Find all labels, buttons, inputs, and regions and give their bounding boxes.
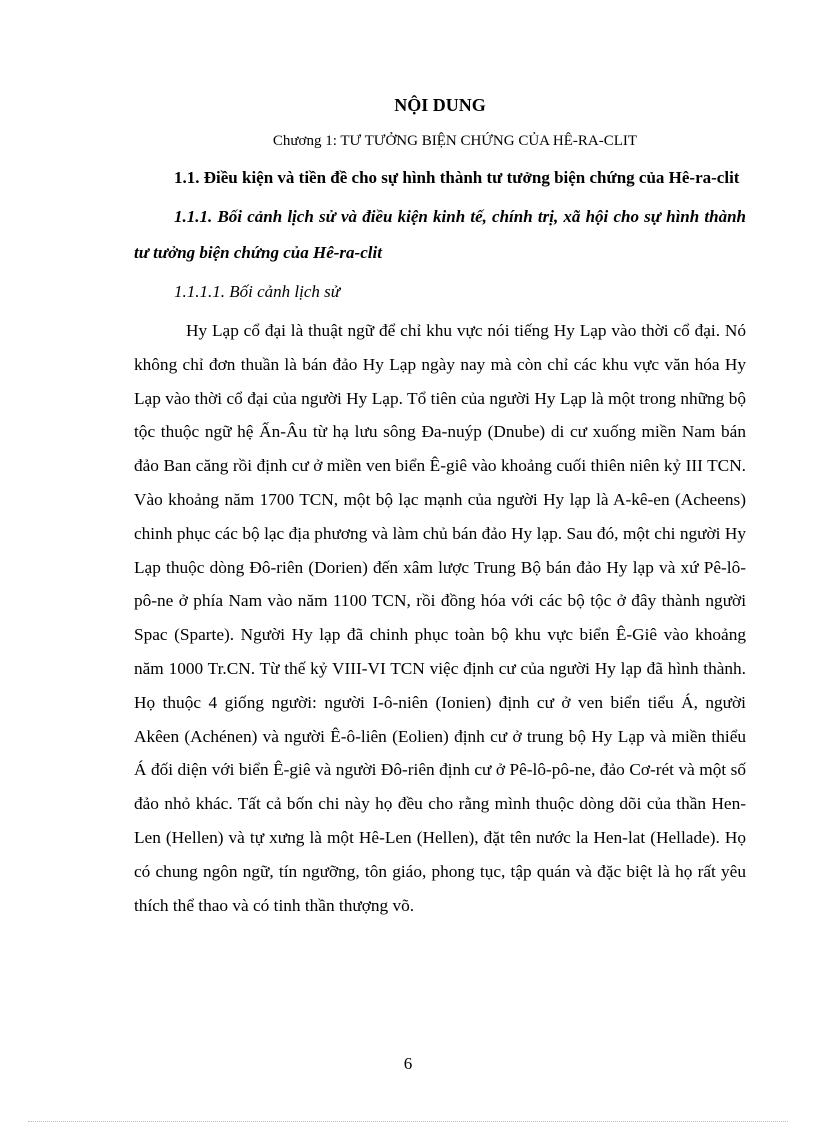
- page-divider: [28, 1121, 788, 1122]
- section-heading-1-1-1-1: 1.1.1.1. Bối cảnh lịch sử: [174, 282, 341, 301]
- chapter-heading: Chương 1: TƯ TƯỞNG BIỆN CHỨNG CỦA HÊ-RA-CLIT: [272, 133, 638, 149]
- section-heading-1-1: 1.1. Điều kiện và tiền đề cho sự hình thành tư tưởng biện chứng của Hê-ra-clit: [174, 168, 740, 187]
- page-number: 6: [403, 1054, 413, 1073]
- page-content: [134, 90, 746, 922]
- section-heading-1-1-1: 1.1.1. Bối cảnh lịch sử và điều kiện kinh tế, chính trị, xã hội cho sự hình thành tư tưởng biện chứng của Hê-ra-clit: [134, 207, 746, 262]
- body-paragraph: Hy Lạp cổ đại là thuật ngữ để chỉ khu vực nói tiếng Hy Lạp vào thời cổ đại. Nó không chỉ đơn thuần là bán đảo Hy Lạp ngày nay mà còn chỉ các khu vực văn hóa Hy Lạp vào thời cổ đại của người Hy Lạp. Tổ tiên của người Hy Lạp là một trong những bộ tộc thuộc ngữ hệ Ấn-Âu từ hạ lưu sông Đa-nuýp (Dnube) di cư xuống miền Nam bán đảo Ban căng rồi định cư ở miền ven biển Ê-giê vào khoảng cuối thiên niên kỷ III TCN. Vào khoảng năm 1700 TCN, một bộ lạc mạnh của người Hy lạp là A-kê-en (Acheens) chinh phục các bộ lạc địa phương và làm chủ bán đảo Hy lạp. Sau đó, một chi người Hy Lạp thuộc dòng Đô-riên (Dorien) đến xâm lược Trung Bộ bán đảo Hy lạp và xứ Pê-lô-pô-ne ở phía Nam vào năm 1100 TCN, rồi đồng hóa với các bộ tộc ở đây thành người Spac (Sparte). Người Hy lạp đã chinh phục toàn bộ khu vực biển Ê-Giê vào khoảng năm 1000 Tr.CN. Từ thế kỷ VIII-VI TCN việc định cư của người Hy lạp đã hình thành. Họ thuộc 4 giống người: người I-ô-niên (Ionien) định cư ở ven biển tiểu Á, người Akêen (Achénen) và người Ê-ô-liên (Eolien) định cư ở trung bộ Hy Lạp và miền thiểu Á đối diện với biển Ê-giê và người Đô-riên định cư ở Pê-lô-pô-ne, đảo Cơ-rét và một số đảo nhỏ khác. Tất cả bốn chi này họ đều cho rằng mình thuộc dòng dõi của thần Hen-Len (Hellen) và tự xưng là một Hê-Len (Hellen), đặt tên nước la Hen-lat (Hellade). Họ có chung ngôn ngữ, tín ngưỡng, tôn giáo, phong tục, tập quán và đặc biệt là họ rất yêu thích thể thao và có tinh thần thượng võ.: [134, 321, 746, 915]
- page-title: NỘI DUNG: [394, 95, 486, 115]
